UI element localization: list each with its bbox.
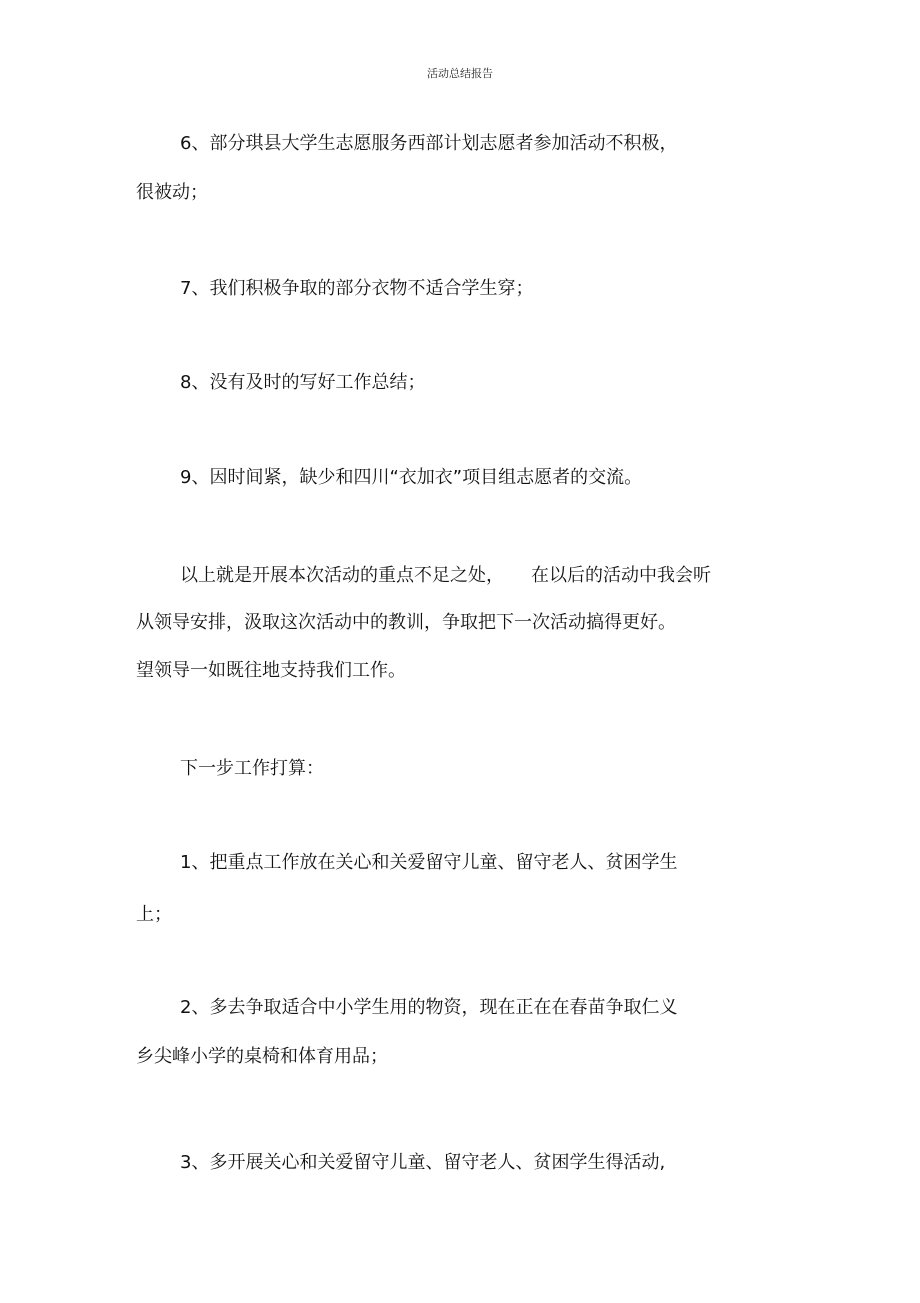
paragraph-line: 6、部分琪县大学生志愿服务西部计划志愿者参加活动不积极，	[180, 133, 678, 154]
paragraph-line: 以上就是开展本次活动的重点不足之处， 在以后的活动中我会听	[180, 565, 711, 586]
section-heading: 下一步工作打算：	[180, 758, 324, 779]
paragraph-line: 1、把重点工作放在关心和关爱留守儿童、留守老人、贫困学生	[180, 852, 678, 873]
paragraph-line: 3、多开展关心和关爱留守儿童、留守老人、贫困学生得活动,	[180, 1152, 666, 1173]
paragraph-line: 望领导一如既往地支持我们工作。	[136, 660, 406, 681]
paragraph-line: 7、我们积极争取的部分衣物不适合学生穿；	[180, 278, 534, 299]
paragraph-line: 乡尖峰小学的桌椅和体育用品；	[136, 1046, 388, 1067]
paragraph-line: 8、没有及时的写好工作总结；	[180, 372, 426, 393]
page-header: 活动总结报告	[427, 67, 493, 80]
paragraph-line: 从领导安排，汲取这次活动中的教训，争取把下一次活动搞得更好。	[136, 612, 676, 633]
paragraph-line: 9、因时间紧，缺少和四川“衣加衣”项目组志愿者的交流。	[180, 467, 643, 488]
paragraph-line: 上；	[136, 904, 172, 925]
paragraph-line: 很被动；	[136, 182, 208, 203]
paragraph-line: 2、多去争取适合中小学生用的物资，现在正在在春苗争取仁义	[180, 997, 678, 1018]
